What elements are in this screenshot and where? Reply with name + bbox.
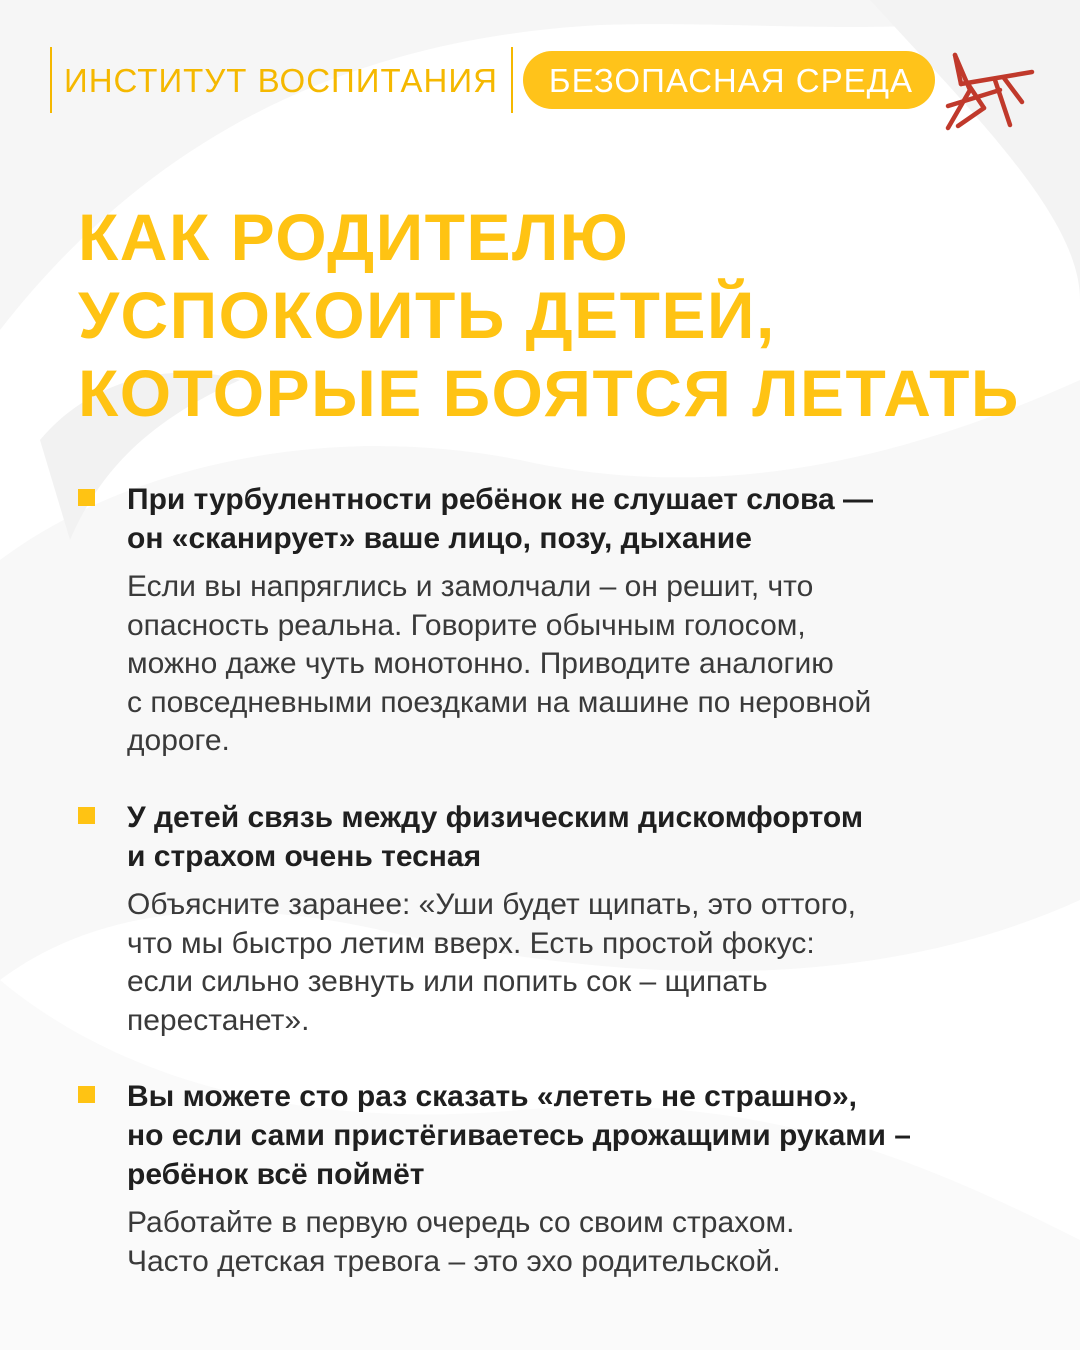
tip-body-line: если сильно зевнуть или попить сок – щипать	[127, 965, 768, 998]
divider-right	[511, 47, 513, 113]
tip-body-line: Если вы напряглись и замолчали – он решит, что	[127, 570, 814, 603]
bullet-square-icon	[78, 807, 95, 824]
tip-body-line: дороге.	[127, 724, 230, 757]
bullet-square-icon	[78, 1086, 95, 1103]
tip-heading-line: и страхом очень тесная	[127, 840, 482, 873]
tip-body	[127, 886, 1038, 1040]
tip-heading-line: ребёнок всё поймёт	[127, 1158, 425, 1191]
tip-heading	[127, 1077, 1038, 1194]
bullet-square-icon	[78, 489, 95, 506]
tip-body-line: Часто детская тревога – это эхо родительской.	[127, 1244, 781, 1278]
tip-body	[127, 568, 1038, 761]
tip-body-line: Работайте в первую очередь со своим страхом.	[127, 1206, 795, 1239]
tip-item-3	[78, 1077, 1038, 1281]
tip-body-line: с повседневными поездками на машине по неровной	[127, 685, 872, 719]
tip-body	[127, 1204, 1038, 1281]
tip-heading-line: Вы можете сто раз сказать «лететь не страшно»,	[127, 1080, 857, 1113]
tip-body-line: Объясните заранее: «Уши будет щипать, это оттого,	[127, 888, 857, 921]
tip-heading-line: У детей связь между физическим дискомфортом	[127, 801, 864, 834]
title-line: КАК РОДИТЕЛЮ	[78, 200, 630, 274]
topic-tag: БЕЗОПАСНАЯ СРЕДА	[523, 51, 935, 109]
title-line: УСПОКОИТЬ ДЕТЕЙ,	[78, 278, 776, 352]
tip-item-1	[78, 480, 1038, 761]
tip-heading-line: При турбулентности ребёнок не слушает слова —	[127, 483, 874, 516]
tip-body-line: можно даже чуть монотонно. Приводите аналогию	[127, 647, 834, 680]
tip-item-2	[78, 798, 1038, 1040]
tip-heading-line: он «сканирует» ваше лицо, позу, дыхание	[127, 522, 752, 555]
tip-body-line: перестанет».	[127, 1003, 310, 1037]
tip-heading-line: но если сами пристёгиваетесь дрожащими руками –	[127, 1119, 911, 1152]
tip-body-line: что мы быстро летим вверх. Есть простой фокус:	[127, 926, 815, 960]
chair-horse-logo-icon	[940, 50, 1036, 132]
tip-body-line: опасность реальна. Говорите обычным голосом,	[127, 608, 806, 642]
tip-heading	[127, 480, 1038, 558]
page-title	[78, 198, 1020, 432]
institute-label: ИНСТИТУТ ВОСПИТАНИЯ	[64, 61, 498, 99]
header	[50, 46, 935, 114]
title-line: КОТОРЫЕ БОЯТСЯ ЛЕТАТЬ	[78, 356, 1020, 430]
tip-heading	[127, 798, 1038, 876]
